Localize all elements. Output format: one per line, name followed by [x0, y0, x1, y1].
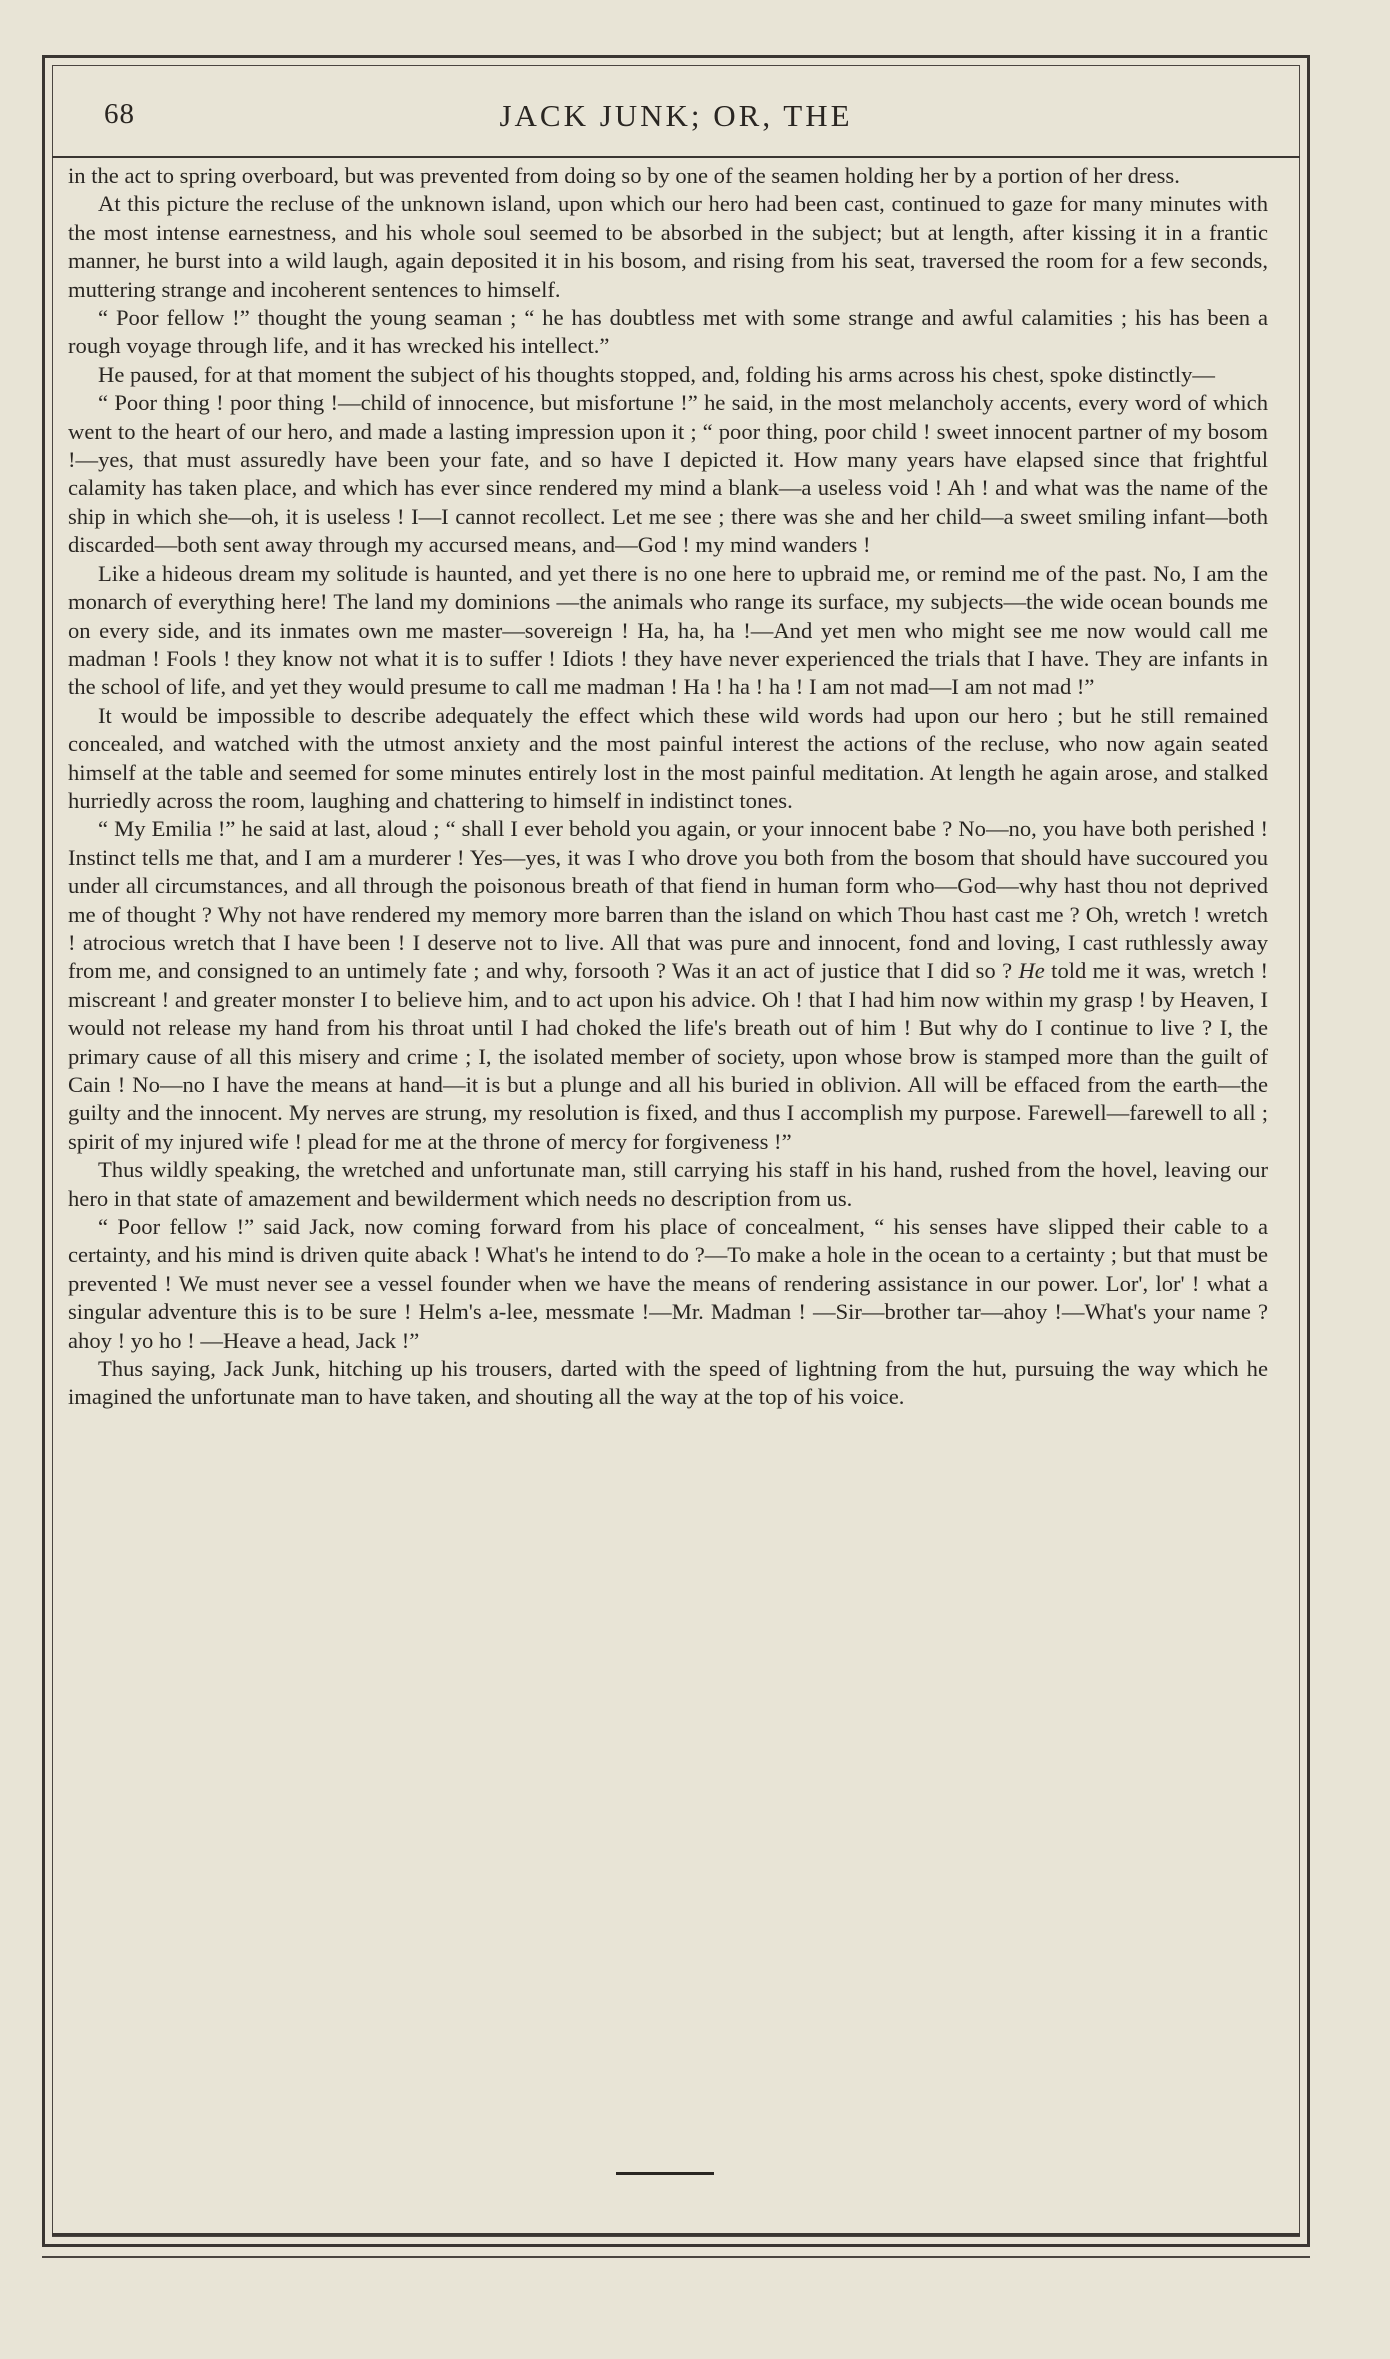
paragraph-10: “ Poor fellow !” said Jack, now coming forward from his place of concealment, “ his senses have slipped their cable to a certainty, and his mind is driven quite aback ! What's he intend to do ?—To make a hole in the ocean to a certainty ; but that must be prevented ! We must never see a vessel founder when we have the means of rendering assistance in our power. Lor', lor' ! what a singular adventure this is to be sure ! Helm's a-lee, messmate !—Mr. Madman ! —Sir—brother tar—ahoy !—What's your name ? ahoy ! yo ho ! —Heave a head, Jack !” — [68, 1214, 1268, 1353]
paragraph-7: It would be impossible to describe adequately the effect which these wild words had upon our hero ; but he still remained concealed, and watched with the utmost anxiety and the most painful interest the actions of the recluse, who now again seated himself at the table and seemed for some minutes entirely lost in the most painful meditation. At length he again arose, and stalked hurriedly across the room, laughing and chattering to himself in indistinct tones. — [68, 702, 1268, 813]
paragraph-5: “ Poor thing ! poor thing !—child of innocence, but misfortune !” he said, in the most melancholy accents, every word of which went to the heart of our hero, and made a lasting impression upon it ; “ poor thing, poor child ! sweet innocent partner of my bosom !—yes, that must assuredly have been your fate, and so have I depicted it. How many years have elapsed since that frightful calamity has taken place, and which has ever since rendered my mind a blank—a useless void ! Ah ! and what was the name of the ship in which she—oh, it is useless ! I—I cannot recollect. Let me see ; there was she and her child—a sweet smiling infant—both discarded—both sent away through my accursed means, and—God ! my mind wanders ! — [68, 390, 1268, 558]
paragraph-3: “ Poor fellow !” thought the young seaman ; “ he has doubtless met with some strange and awful calamities ; his has been a rough voyage through life, and it has wrecked his intellect.” — [68, 305, 1268, 359]
running-title: JACK JUNK; OR, THE — [499, 98, 853, 133]
paragraph-8-emphasis: He — [1018, 958, 1045, 984]
bottom-rule-outer — [42, 2256, 1310, 2258]
paragraph-8-part-2: told me it was, wretch ! miscreant ! and greater monster I to believe him, and to act upon his advice. Oh ! that I had him now within my grasp ! by Heaven, I would not release my hand from his throat until I had choked the life's breath out of him ! But why do I continue to live ? I, the primary cause of all this misery and crime ; I, the isolated member of society, upon whose brow is stamped more than the guilt of Cain ! No—no I have the means at hand—it is but a plunge and all his buried in oblivion. All will be effaced from the earth—the guilty and the innocent. My nerves are strung, my resolution is fixed, and thus I accomplish my purpose. Farewell—farewell to all ; spirit of my injured wife ! plead for me at the throne of mercy for forgiveness !” — [68, 958, 1268, 1154]
paragraph-8-part-1: “ My Emilia !” he said at last, aloud ; “ shall I ever behold you again, or your innocent babe ? No—no, you have both perished ! Instinct tells me that, and I am a murderer ! Yes—yes, it was I who drove you both from the bosom that should have succoured you under all circumstances, and all through the poisonous breath of that fiend in human form who—God—why hast thou not deprived me of thought ? Why not have rendered my memory more barren than the island on which Thou hast cast me ? Oh, wretch ! wretch ! atrocious wretch that I have been ! I deserve not to live. All that was pure and innocent, fond and loving, I cast ruthlessly away from me, and consigned to an untimely fate ; and why, forsooth ? Was it an act of justice that I did so ? — [68, 816, 1268, 984]
end-rule — [616, 2172, 714, 2175]
page-header — [52, 98, 1300, 158]
paragraph-8 — [68, 815, 1268, 1156]
header-rule — [52, 156, 1300, 158]
bottom-rule — [52, 2233, 1300, 2236]
paragraph-11: Thus saying, Jack Junk, hitching up his trousers, darted with the speed of lightning from the hut, pursuing the way which he imagined the unfortunate man to have taken, and shouting all the way at the top of his voice. — [68, 1356, 1268, 1410]
paragraph-9: Thus wildly speaking, the wretched and unfortunate man, still carrying his staff in his hand, rushed from the hovel, leaving our hero in that state of amazement and bewilderment which needs no description from us. — [68, 1157, 1268, 1211]
paragraph-4: He paused, for at that moment the subject of his thoughts stopped, and, folding his arms across his chest, spoke distinctly— — [98, 361, 1215, 387]
paragraph-2: At this picture the recluse of the unknown island, upon which our hero had been cast, continued to gaze for many minutes with the most intense earnestness, and his whole soul seemed to be absorbed in the subject; but at length, after kissing it in a frantic manner, he burst into a wild laugh, again deposited it in his bosom, and rising from his seat, traversed the room for a few seconds, muttering strange and incoherent sentences to himself. — [68, 191, 1268, 302]
body-text — [68, 162, 1268, 1412]
paragraph-6: Like a hideous dream my solitude is haunted, and yet there is no one here to upbraid me, or remind me of the past. No, I am the monarch of everything here! The land my dominions —the animals who range its surface, my subjects—the wide ocean bounds me on every side, and its inmates own me master—sovereign ! Ha, ha, ha !—And yet men who might see me now would call me madman ! Fools ! they know not what it is to suffer ! Idiots ! they have never experienced the trials that I have. They are infants in the school of life, and yet they would presume to call me madman ! Ha ! ha ! ha ! I am not mad—I am not mad !” — [68, 560, 1268, 700]
paragraph-1: in the act to spring overboard, but was prevented from doing so by one of the seamen holding her by a portion of her dress. — [68, 163, 1180, 188]
page-number: 68 — [104, 98, 135, 130]
